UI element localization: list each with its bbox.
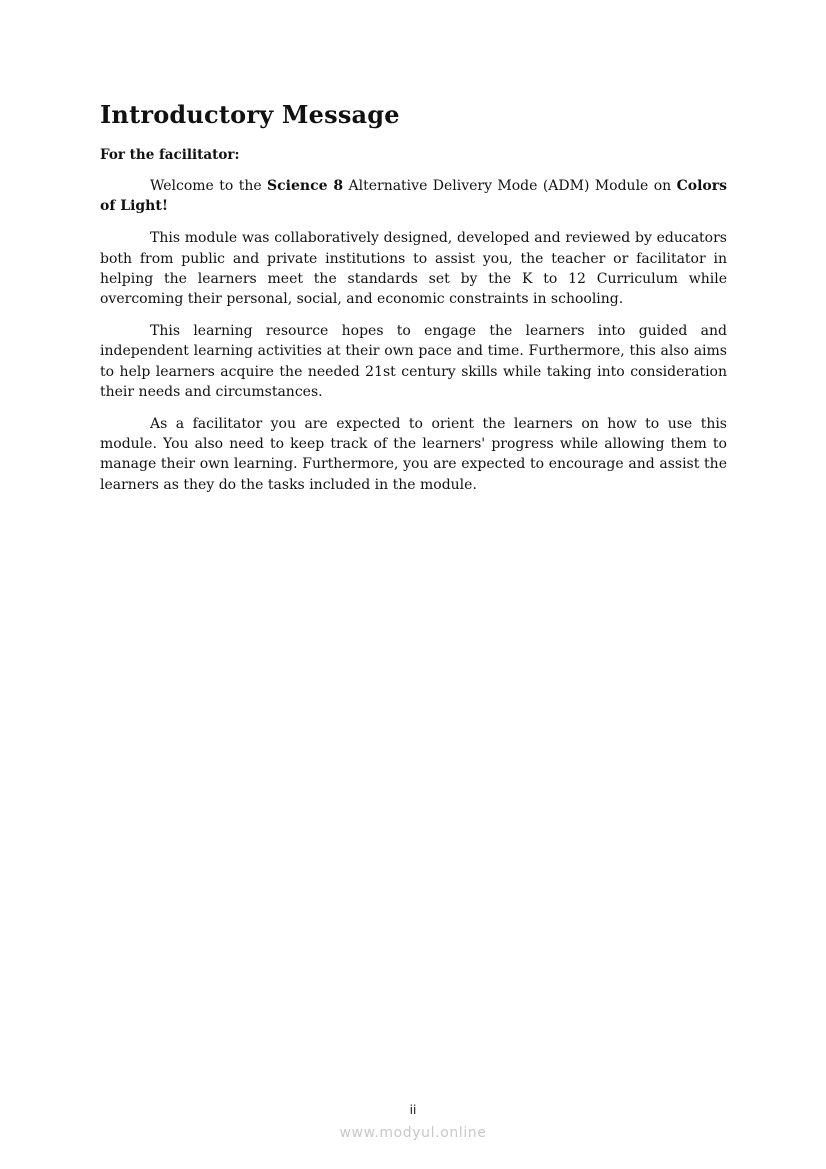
- section-subtitle: For the facilitator:: [100, 147, 240, 163]
- page-number: ii: [409, 1103, 417, 1117]
- welcome-lead: Welcome to the: [150, 178, 268, 194]
- page-title: Introductory Message: [100, 100, 400, 129]
- watermark: www.modyul.online: [339, 1125, 487, 1141]
- subject-name: Science 8: [267, 178, 344, 194]
- paragraph-learning-resource: This learning resource hopes to engage the learners into guided and independent learning activities at their own pace and time. Furthermore, this also aims to help learners acquire the needed 21st century skills while taking into consideration their needs and circumstances.: [100, 323, 727, 400]
- paragraph-facilitator-role: As a facilitator you are expected to orient the learners on how to use this module. You also need to keep track of the learners' progress while allowing them to manage their own learning. Furthermore, you are expected to encourage and assist the learners as they do the tasks included in the module.: [100, 416, 727, 493]
- welcome-middle: Alternative Delivery Mode (ADM) Module on: [343, 178, 677, 194]
- paragraph-module-design: This module was collaboratively designed, developed and reviewed by educators both from public and private institutions to assist you, the teacher or facilitator in helping the learners meet the standards set by the K to 12 Curriculum while overcoming their personal, social, and economic constraints in schooling.: [100, 230, 727, 308]
- page-body: [100, 98, 727, 507]
- paragraph-welcome: [100, 176, 727, 216]
- module-topic: Colors of Light!: [100, 178, 727, 215]
